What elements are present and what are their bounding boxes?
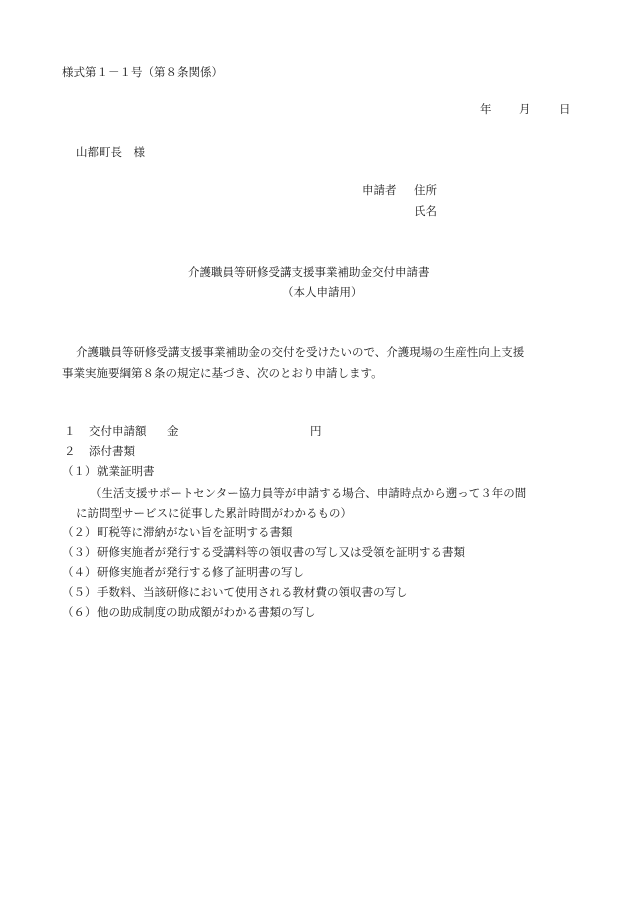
applicant-label: 申請者: [362, 183, 397, 197]
attachment-1-number: （１）: [62, 464, 97, 478]
attachment-5-number: （５）: [62, 585, 97, 599]
attachment-6-text: 他の助成制度の助成額がわかる書類の写し: [97, 605, 316, 619]
attachment-2-text: 町税等に滞納がない旨を証明する書類: [97, 525, 293, 539]
attachment-4-text: 研修実施者が発行する修了証明書の写し: [97, 565, 304, 579]
body-text-line-1: 介護職員等研修受講支援事業補助金の交付を受けたいので、介護現場の生産性向上支援: [76, 345, 525, 359]
attachment-2-number: （２）: [62, 525, 97, 539]
addressee: 山都町長 様: [76, 145, 145, 159]
attachment-4-number: （４）: [62, 565, 97, 579]
item-2-label: 添付書類: [89, 444, 135, 458]
attachment-3-number: （３）: [62, 545, 97, 559]
document-subtitle: （本人申請用）: [282, 285, 363, 299]
item-2-number: ２: [64, 444, 76, 458]
address-label: 住所: [414, 183, 437, 197]
date-day-label: 日: [559, 102, 571, 116]
attachment-5-text: 手数料、当該研修において使用される教材費の領収書の写し: [97, 585, 408, 599]
item-1-number: １: [64, 424, 76, 438]
date-year-label: 年: [480, 102, 492, 116]
attachment-6-number: （６）: [62, 605, 97, 619]
name-label: 氏名: [414, 204, 437, 218]
attachment-note-line-2: に訪問型サービスに従事した累計時間がわかるもの）: [76, 506, 352, 520]
item-1-label: 交付申請額: [89, 424, 147, 438]
document-title: 介護職員等研修受講支援事業補助金交付申請書: [188, 265, 430, 279]
attachment-1-text: 就業証明書: [97, 464, 155, 478]
date-month-label: 月: [519, 102, 531, 116]
amount-prefix: 金: [167, 424, 179, 438]
attachment-note-line-1: （生活支援サポートセンター協力員等が申請する場合、申請時点から遡って３年の間: [90, 486, 527, 500]
form-number: 様式第１－１号（第８条関係）: [62, 65, 223, 79]
body-text-line-2: 事業実施要綱第８条の規定に基づき、次のとおり申請します。: [62, 366, 383, 380]
attachment-3-text: 研修実施者が発行する受講料等の領収書の写し又は受領を証明する書類: [97, 545, 465, 559]
amount-unit: 円: [310, 424, 322, 438]
